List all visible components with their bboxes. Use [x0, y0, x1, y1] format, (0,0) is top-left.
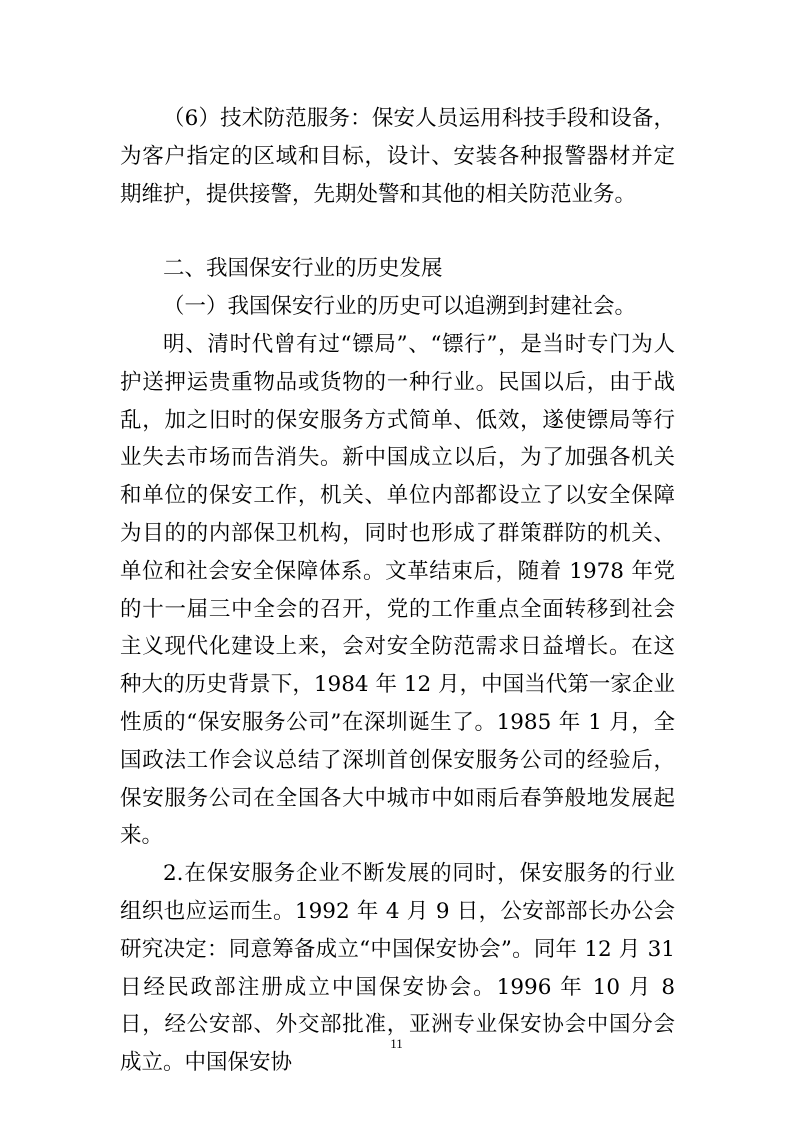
page-number: 11 [390, 1036, 403, 1051]
section-heading-history: 二、我国保安行业的历史发展 [163, 256, 443, 282]
paragraph-history: 明、清时代曾有过“镖局”、“镖行”，是当时专门为人护送押运贵重物品或货物的一种行业。民国以后，由于战乱，加之旧时的保安服务方式简单、低效，遂使镖局等行业失去市场而告消失。新中国成立以后，为了加强各机关和单位的保安工作，机关、单位内部都设立了以安全保障为目的的内部保卫机构，同时也形成了群策群防的机关、单位和社会安全保障体系。文革结束后，随着 1978 年党的十一届三中全会的召开，党的工作重点全面转移到社会主义现代化建设上来，会对安全防范需求日益增长。在这种大的历史背景下，1984 年 12 月，中国当代第一家企业性质的“保安服务公司”在深圳诞生了。1985 年 1 月，全国政法工作会议总结了深圳首创保安服务公司的经验后，保安服务公司在全国各大中城市中如雨后春笋般地发展起来。 [120, 331, 675, 849]
subheading-feudal-origin: （一）我国保安行业的历史可以追溯到封建社会。 [163, 294, 637, 320]
paragraph-technical-prevention: （6）技术防范服务：保安人员运用科技手段和设备，为客户指定的区域和目标，设计、安装各种报警器材并定期维护，提供接警，先期处警和其他的相关防范业务。 [120, 106, 675, 207]
paragraph-industry-association: 2.在保安服务企业不断发展的同时，保安服务的行业组织也应运而生。1992 年 4 月 9 日，公安部部长办公会研究决定：同意筹备成立“中国保安协会”。同年 12 月 31 日经民政部注册成立中国保安协会。1996 年 10 月 8 日，经公安部、外交部批准，亚洲专业保安协会中国分会成立。中国保安协 [120, 861, 675, 1076]
body-text [120, 100, 675, 1082]
